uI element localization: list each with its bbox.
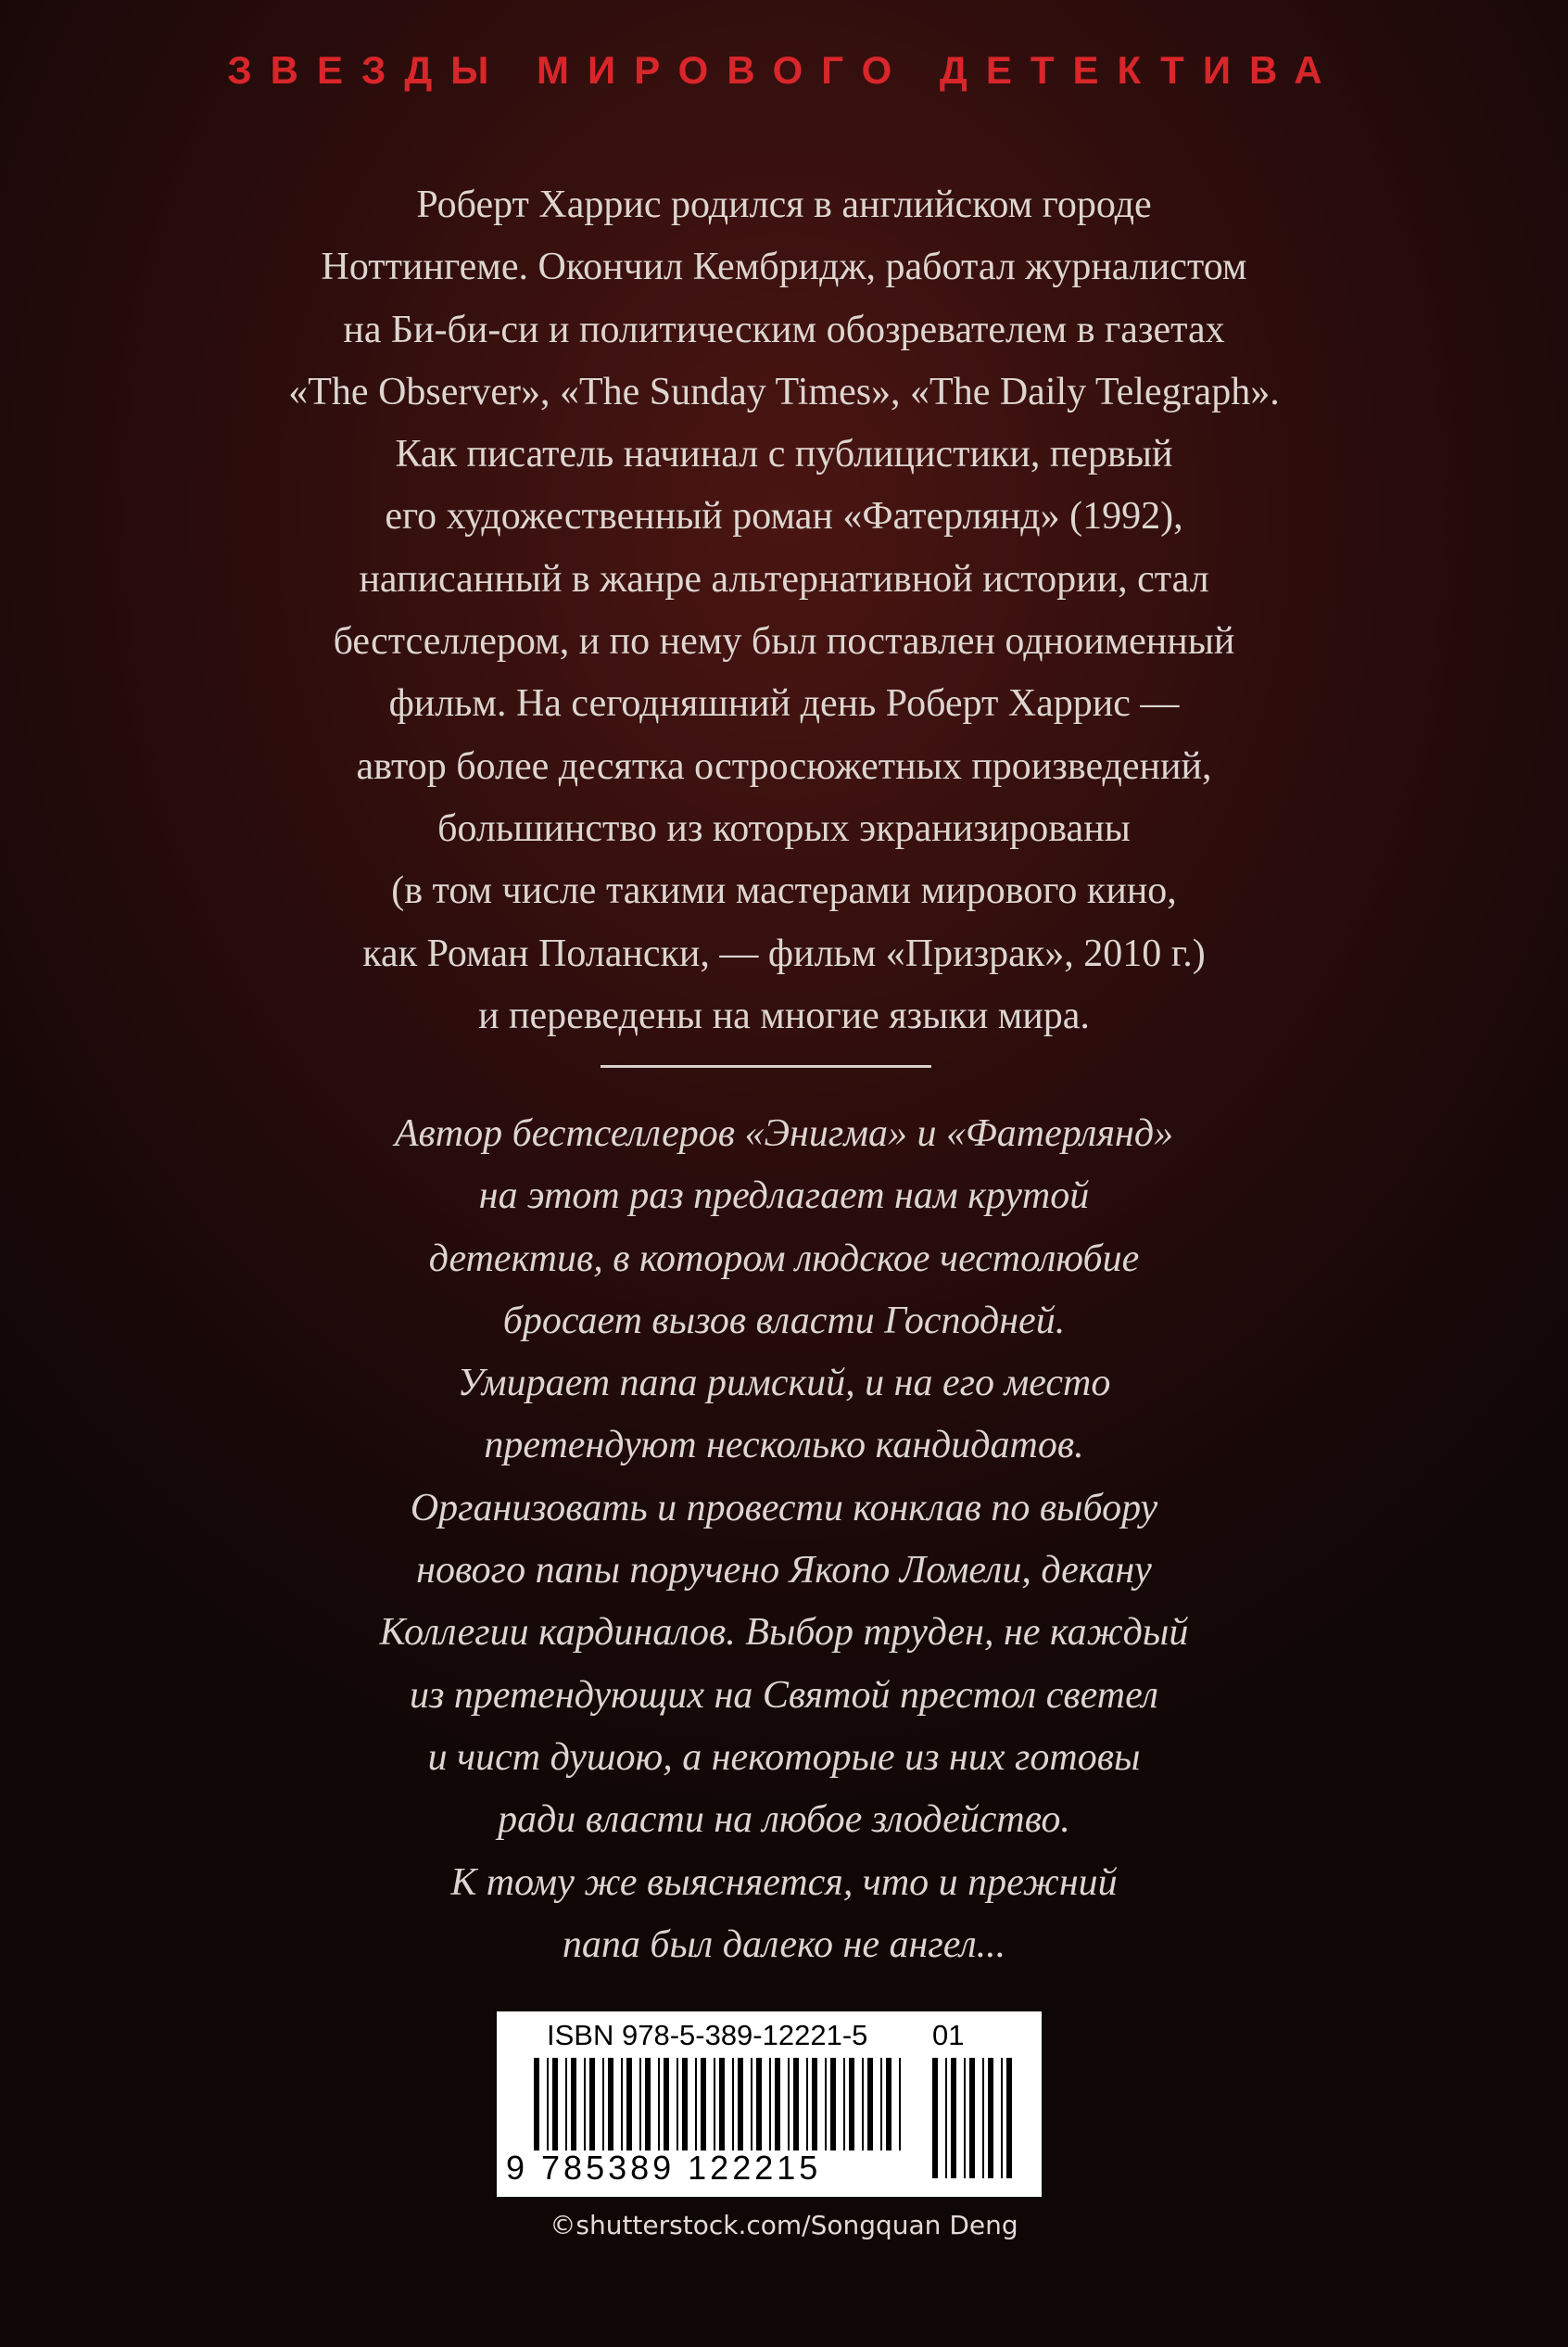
blurb-line: Организовать и провести конклав по выбору xyxy=(410,1486,1158,1529)
bio-line: фильм. На сегодняшний день Роберт Харрис — xyxy=(388,682,1180,726)
blurb-line: Автор бестселлеров «Энигма» и «Фатерлянд» xyxy=(394,1112,1174,1155)
bio-line: на Би-би-си и политическим обозревателем в газетах xyxy=(343,308,1225,351)
bio-line: его художественный роман «Фатерлянд» (1992), xyxy=(385,495,1183,539)
bio-line: автор более десятка остросюжетных произведений, xyxy=(356,744,1212,788)
blurb-line: Коллегии кардиналов. Выбор труден, не каждый xyxy=(379,1611,1189,1655)
blurb-line: и чист душою, а некоторые из них готовы xyxy=(427,1735,1141,1779)
bio-line: Ноттингеме. Окончил Кембридж, работал журналистом xyxy=(321,246,1247,289)
bio-line: Роберт Харрис родился в английском городе xyxy=(416,184,1152,226)
bio-line: большинство из которых экранизированы xyxy=(437,806,1131,850)
blurb-line: К тому же выясняется, что и прежний xyxy=(450,1860,1118,1904)
blurb-line: ради власти на любое злодейство. xyxy=(498,1798,1070,1842)
isbn-barcode xyxy=(497,2011,1042,2197)
bio-line: и переведены на многие языки мира. xyxy=(478,994,1090,1037)
blurb-line: претендуют несколько кандидатов. xyxy=(484,1424,1084,1467)
series-title: ЗВЕЗДЫ МИРОВОГО ДЕТЕКТИВА xyxy=(227,48,1341,92)
author-bio xyxy=(139,174,1429,1047)
bio-line: (в том числе такими мастерами мирового кино, xyxy=(391,869,1177,913)
bio-line: Как писатель начинал с публицистики, первый xyxy=(395,433,1173,476)
bio-line: как Роман Полански, — фильм «Призрак», 2010 г.) xyxy=(362,932,1206,975)
barcode-addon-code: 01 xyxy=(932,2019,965,2051)
photo-credit: ©shutterstock.com/Songquan Deng xyxy=(550,2210,1018,2240)
barcode-bars xyxy=(534,2058,904,2150)
blurb-line: детектив, в котором людское честолюбие xyxy=(428,1237,1140,1280)
blurb-line: на этот раз предлагает нам крутой xyxy=(478,1174,1090,1218)
blurb-line: нового папы поручено Якопо Ломели, декану xyxy=(416,1549,1152,1592)
barcode-digits: 9 785389 122215 xyxy=(506,2149,822,2187)
bio-line: написанный в жанре альтернативной истории, стал xyxy=(359,557,1209,601)
book-blurb xyxy=(139,1103,1429,1976)
bio-line: бестселлером, и по нему был поставлен одноименный xyxy=(333,620,1235,664)
blurb-line: из претендующих на Святой престол светел xyxy=(410,1673,1158,1717)
blurb-line: бросает вызов власти Господней. xyxy=(502,1299,1066,1342)
isbn-label: ISBN 978-5-389-12221-5 xyxy=(547,2019,868,2051)
bio-line: «The Observer», «The Sunday Times», «The Daily Telegraph». xyxy=(288,370,1280,413)
section-divider xyxy=(601,1065,931,1068)
blurb-line: папа был далеко не ангел... xyxy=(562,1922,1006,1966)
barcode-addon-bars xyxy=(932,2058,1016,2178)
blurb-line: Умирает папа римский, и на его место xyxy=(457,1362,1111,1405)
